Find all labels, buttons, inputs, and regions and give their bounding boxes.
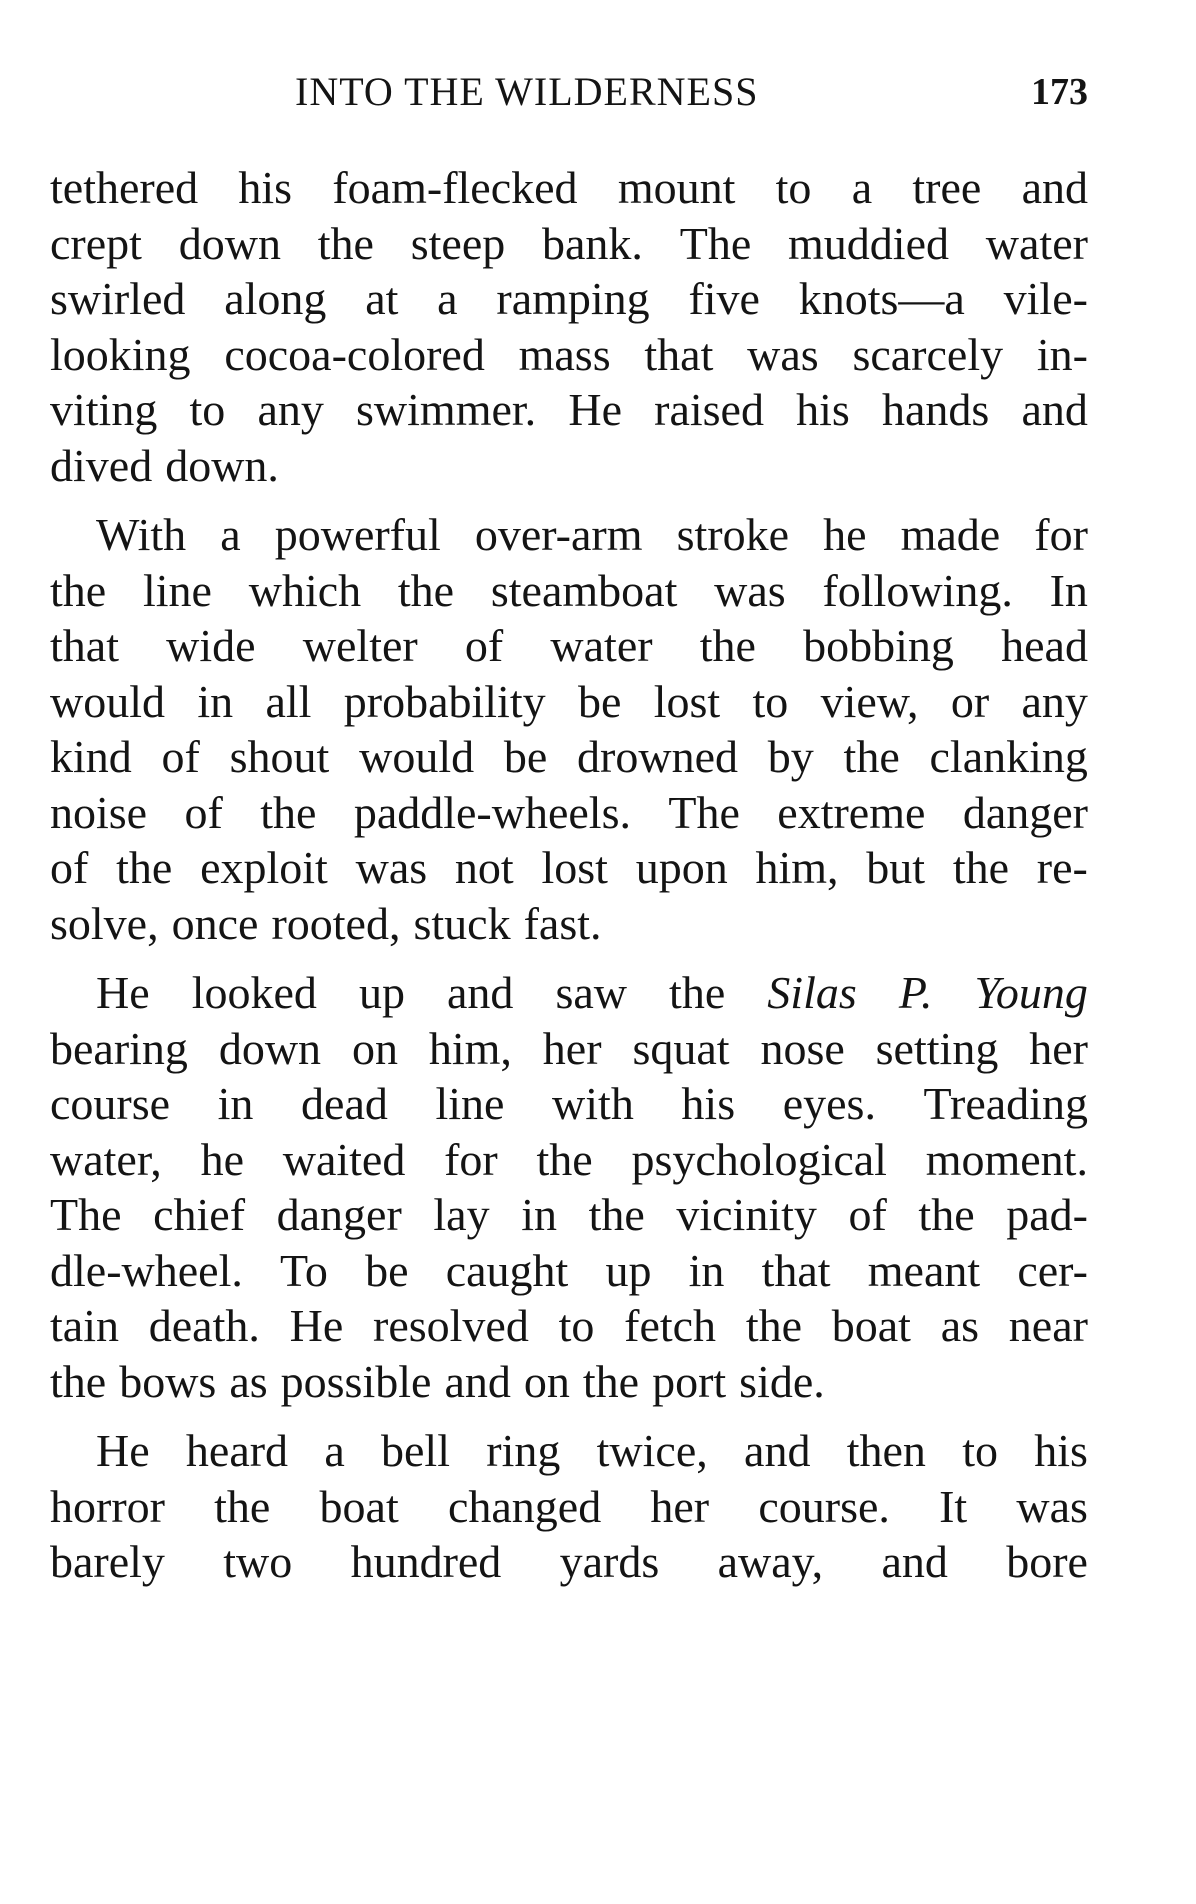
word: dle-wheel. [50,1244,243,1296]
word: line [142,564,212,616]
word: vile- [1003,273,1088,324]
word: the [50,1355,107,1407]
word: would [50,675,165,727]
word: the [669,967,726,1018]
word: and [881,1536,948,1587]
text-line [50,382,1088,438]
word: the [116,842,173,893]
word: course. [758,1480,890,1532]
word: clanking [929,731,1088,782]
word: lost [541,842,608,893]
word: and [1021,162,1088,213]
word: and [744,1425,811,1476]
word: once [171,897,259,949]
word: the [397,564,455,616]
text-line [50,216,1088,272]
word: was [747,328,819,380]
word: chief [153,1189,246,1240]
word: bank. [542,217,643,269]
word: barely [50,1536,165,1587]
word: Silas [767,967,857,1018]
word: ring [486,1425,561,1476]
word: the [214,1480,271,1532]
word: in- [1036,328,1088,380]
word: swirled [50,273,186,324]
word: twice, [596,1425,708,1476]
text-line [50,1354,1088,1410]
word: water [985,217,1088,269]
word: of [848,1189,887,1240]
text-line [50,507,1088,563]
word: steamboat [490,564,678,616]
word: was [355,842,428,893]
word: be [503,731,548,782]
word: yards [559,1536,660,1587]
word: to [752,675,789,727]
word: he [200,1133,244,1185]
word: danger [962,786,1088,838]
word: her [542,1022,602,1074]
word: to [775,162,812,213]
word: steep [410,217,506,269]
paragraph [50,507,1088,951]
word: his [796,384,850,435]
word: following. [822,564,1013,616]
word: tree [912,162,982,213]
word: of [184,786,223,838]
word: to [189,384,226,435]
word: or [950,675,990,727]
word: in [197,675,234,727]
word: He [96,1425,150,1476]
word: as [229,1355,268,1407]
page-number: 173 [1031,71,1088,113]
word: the [918,1189,975,1240]
word: a [220,509,241,560]
word: with [552,1078,634,1129]
word: bore [1006,1536,1088,1587]
text-line [50,1187,1088,1243]
word: tain [50,1300,119,1351]
word: In [1049,564,1088,616]
word: lost [653,675,721,727]
word: up [358,967,405,1018]
word: nose [760,1022,845,1074]
word: stuck [413,897,511,949]
word: in [688,1244,725,1296]
word: his [1034,1425,1088,1476]
word: dived [50,439,153,491]
word: five [688,273,760,324]
word: bobbing [803,620,954,671]
word: course [50,1078,171,1129]
text-line [50,840,1088,896]
word: any [1021,675,1088,727]
word: cocoa-colored [224,328,485,380]
text-line [50,618,1088,674]
word: of [50,842,89,893]
word: bows [119,1355,217,1407]
word: not [454,842,514,893]
word: down. [165,439,279,491]
word: her [650,1480,710,1532]
word: all [265,675,312,727]
word: on [351,1022,398,1074]
word: that [644,328,714,380]
text-line [50,563,1088,619]
word: bell [381,1425,450,1476]
text-line [50,160,1088,216]
word: which [248,564,362,616]
word: made [900,509,1001,560]
running-title: INTO THE WILDERNESS [295,69,759,114]
text-line [50,1423,1088,1479]
word: hundred [350,1536,502,1587]
word: down [218,1022,322,1074]
word: psychological [631,1133,887,1185]
word: tethered [50,162,199,213]
word: along [224,273,327,324]
text-line [50,896,1088,952]
word: bearing [50,1022,188,1074]
text-line [50,965,1088,1021]
word: saw [555,967,627,1018]
paragraph [50,160,1088,493]
word: He [568,384,622,435]
word: He [289,1300,344,1351]
word: It [939,1480,968,1532]
word: vicinity [676,1189,817,1240]
word: for [444,1133,498,1185]
word: that [50,620,119,671]
word: the [50,564,107,616]
paragraph [50,965,1088,1409]
word: near [1008,1300,1088,1351]
text-line [50,1243,1088,1299]
word: a [324,1425,345,1476]
text-line [50,1076,1088,1132]
word: hands [881,384,990,435]
word: boat [831,1300,911,1351]
word: fetch [624,1300,717,1351]
word: the [582,1355,640,1407]
word: him, [428,1022,512,1074]
word: wide [166,620,256,671]
word: the [260,786,317,838]
word: drowned [577,731,739,782]
word: The [679,217,752,269]
word: side. [739,1355,825,1407]
word: probability [343,675,546,727]
word: a [851,162,873,213]
word: to [558,1300,595,1351]
word: foam-flecked [332,162,578,213]
word: noise [50,786,148,838]
word: of [464,620,504,671]
word: waited [282,1133,406,1185]
word: port [652,1355,727,1407]
word: but [866,842,926,893]
word: of [161,731,200,782]
word: head [1001,620,1088,671]
word: moment. [925,1133,1088,1185]
word: lay [433,1189,490,1240]
word: him, [755,842,839,893]
word: the [745,1300,803,1351]
word: pad- [1006,1189,1088,1240]
word: as [940,1300,980,1351]
word: the [588,1189,645,1240]
word: looking [50,328,191,380]
word: With [96,509,187,560]
paragraph [50,1423,1088,1590]
word: heard [185,1425,289,1476]
word: To [280,1244,328,1296]
text-line [50,1298,1088,1354]
word: then [846,1425,926,1476]
word: extreme [777,786,926,838]
word: The [50,1189,122,1240]
word: by [767,731,814,782]
text-line [50,438,1088,494]
word: water, [50,1133,162,1185]
word: be [577,675,622,727]
word: scarcely [852,328,1004,380]
word: upon [635,842,728,893]
word: her [1029,1022,1088,1074]
text-line [50,674,1088,730]
running-head [50,62,1088,122]
word: muddied [788,217,949,269]
word: The [668,786,740,838]
word: looked [191,967,317,1018]
word: ramping [496,273,650,324]
word: water [550,620,653,671]
word: any [257,384,324,435]
word: the [952,842,1010,893]
word: eyes. [782,1078,876,1129]
word: and [1021,384,1088,435]
word: dead [301,1078,388,1129]
text-line [50,1021,1088,1077]
word: at [365,273,399,324]
word: a [437,273,458,324]
word: his [238,162,293,213]
text-line [50,785,1088,841]
word: raised [654,384,764,435]
text-line [50,1132,1088,1188]
word: the [317,217,374,269]
word: meant [867,1244,981,1296]
word: away, [717,1536,824,1587]
body-text [50,160,1088,1604]
word: he [823,509,867,560]
word: resolved [373,1300,529,1351]
word: boat [319,1480,399,1532]
word: view, [820,675,919,727]
word: the [843,731,900,782]
word: swimmer. [356,384,537,435]
word: rooted, [271,897,401,949]
word: and [444,1355,511,1407]
word: be [365,1244,409,1296]
word: changed [447,1480,602,1532]
word: to [962,1425,998,1476]
word: exploit [200,842,328,893]
word: crept [50,217,142,269]
word: in [521,1189,557,1240]
word: was [714,564,786,616]
word: cer- [1017,1244,1088,1296]
word: He [96,967,150,1018]
word: two [223,1536,293,1587]
word: death. [148,1300,260,1351]
word: the [536,1133,593,1185]
word: squat [632,1022,730,1074]
word: would [359,731,475,782]
word: and [446,967,514,1018]
word: Treading [923,1078,1088,1129]
word: fast. [523,897,602,949]
word: stroke [676,509,790,560]
word: shout [229,731,330,782]
word: welter [302,620,418,671]
word: on [523,1355,570,1407]
word: danger [276,1189,402,1240]
text-line [50,271,1088,327]
word: powerful [274,509,441,560]
word: paddle-wheels. [353,786,631,838]
word: caught [445,1244,569,1296]
word: knots—a [798,273,965,324]
word: his [681,1078,736,1129]
word: down [178,217,281,269]
word: setting [875,1022,999,1074]
word: that [761,1244,831,1296]
word: over-arm [474,509,643,560]
word: in [217,1078,254,1129]
word: Young [974,967,1088,1018]
word: for [1034,509,1088,560]
word: mass [518,328,611,380]
word: up [605,1244,652,1296]
word: kind [50,731,132,782]
word: viting [50,384,158,435]
word: the [699,620,756,671]
text-line [50,1479,1088,1535]
word: line [435,1078,505,1129]
word: P. [898,967,933,1018]
word: was [1016,1480,1088,1532]
text-line [50,1534,1088,1590]
word: solve, [50,897,159,949]
word: mount [617,162,736,213]
word: possible [280,1355,432,1407]
word: re- [1036,842,1088,893]
text-line [50,729,1088,785]
word: horror [50,1480,165,1532]
text-line [50,327,1088,383]
